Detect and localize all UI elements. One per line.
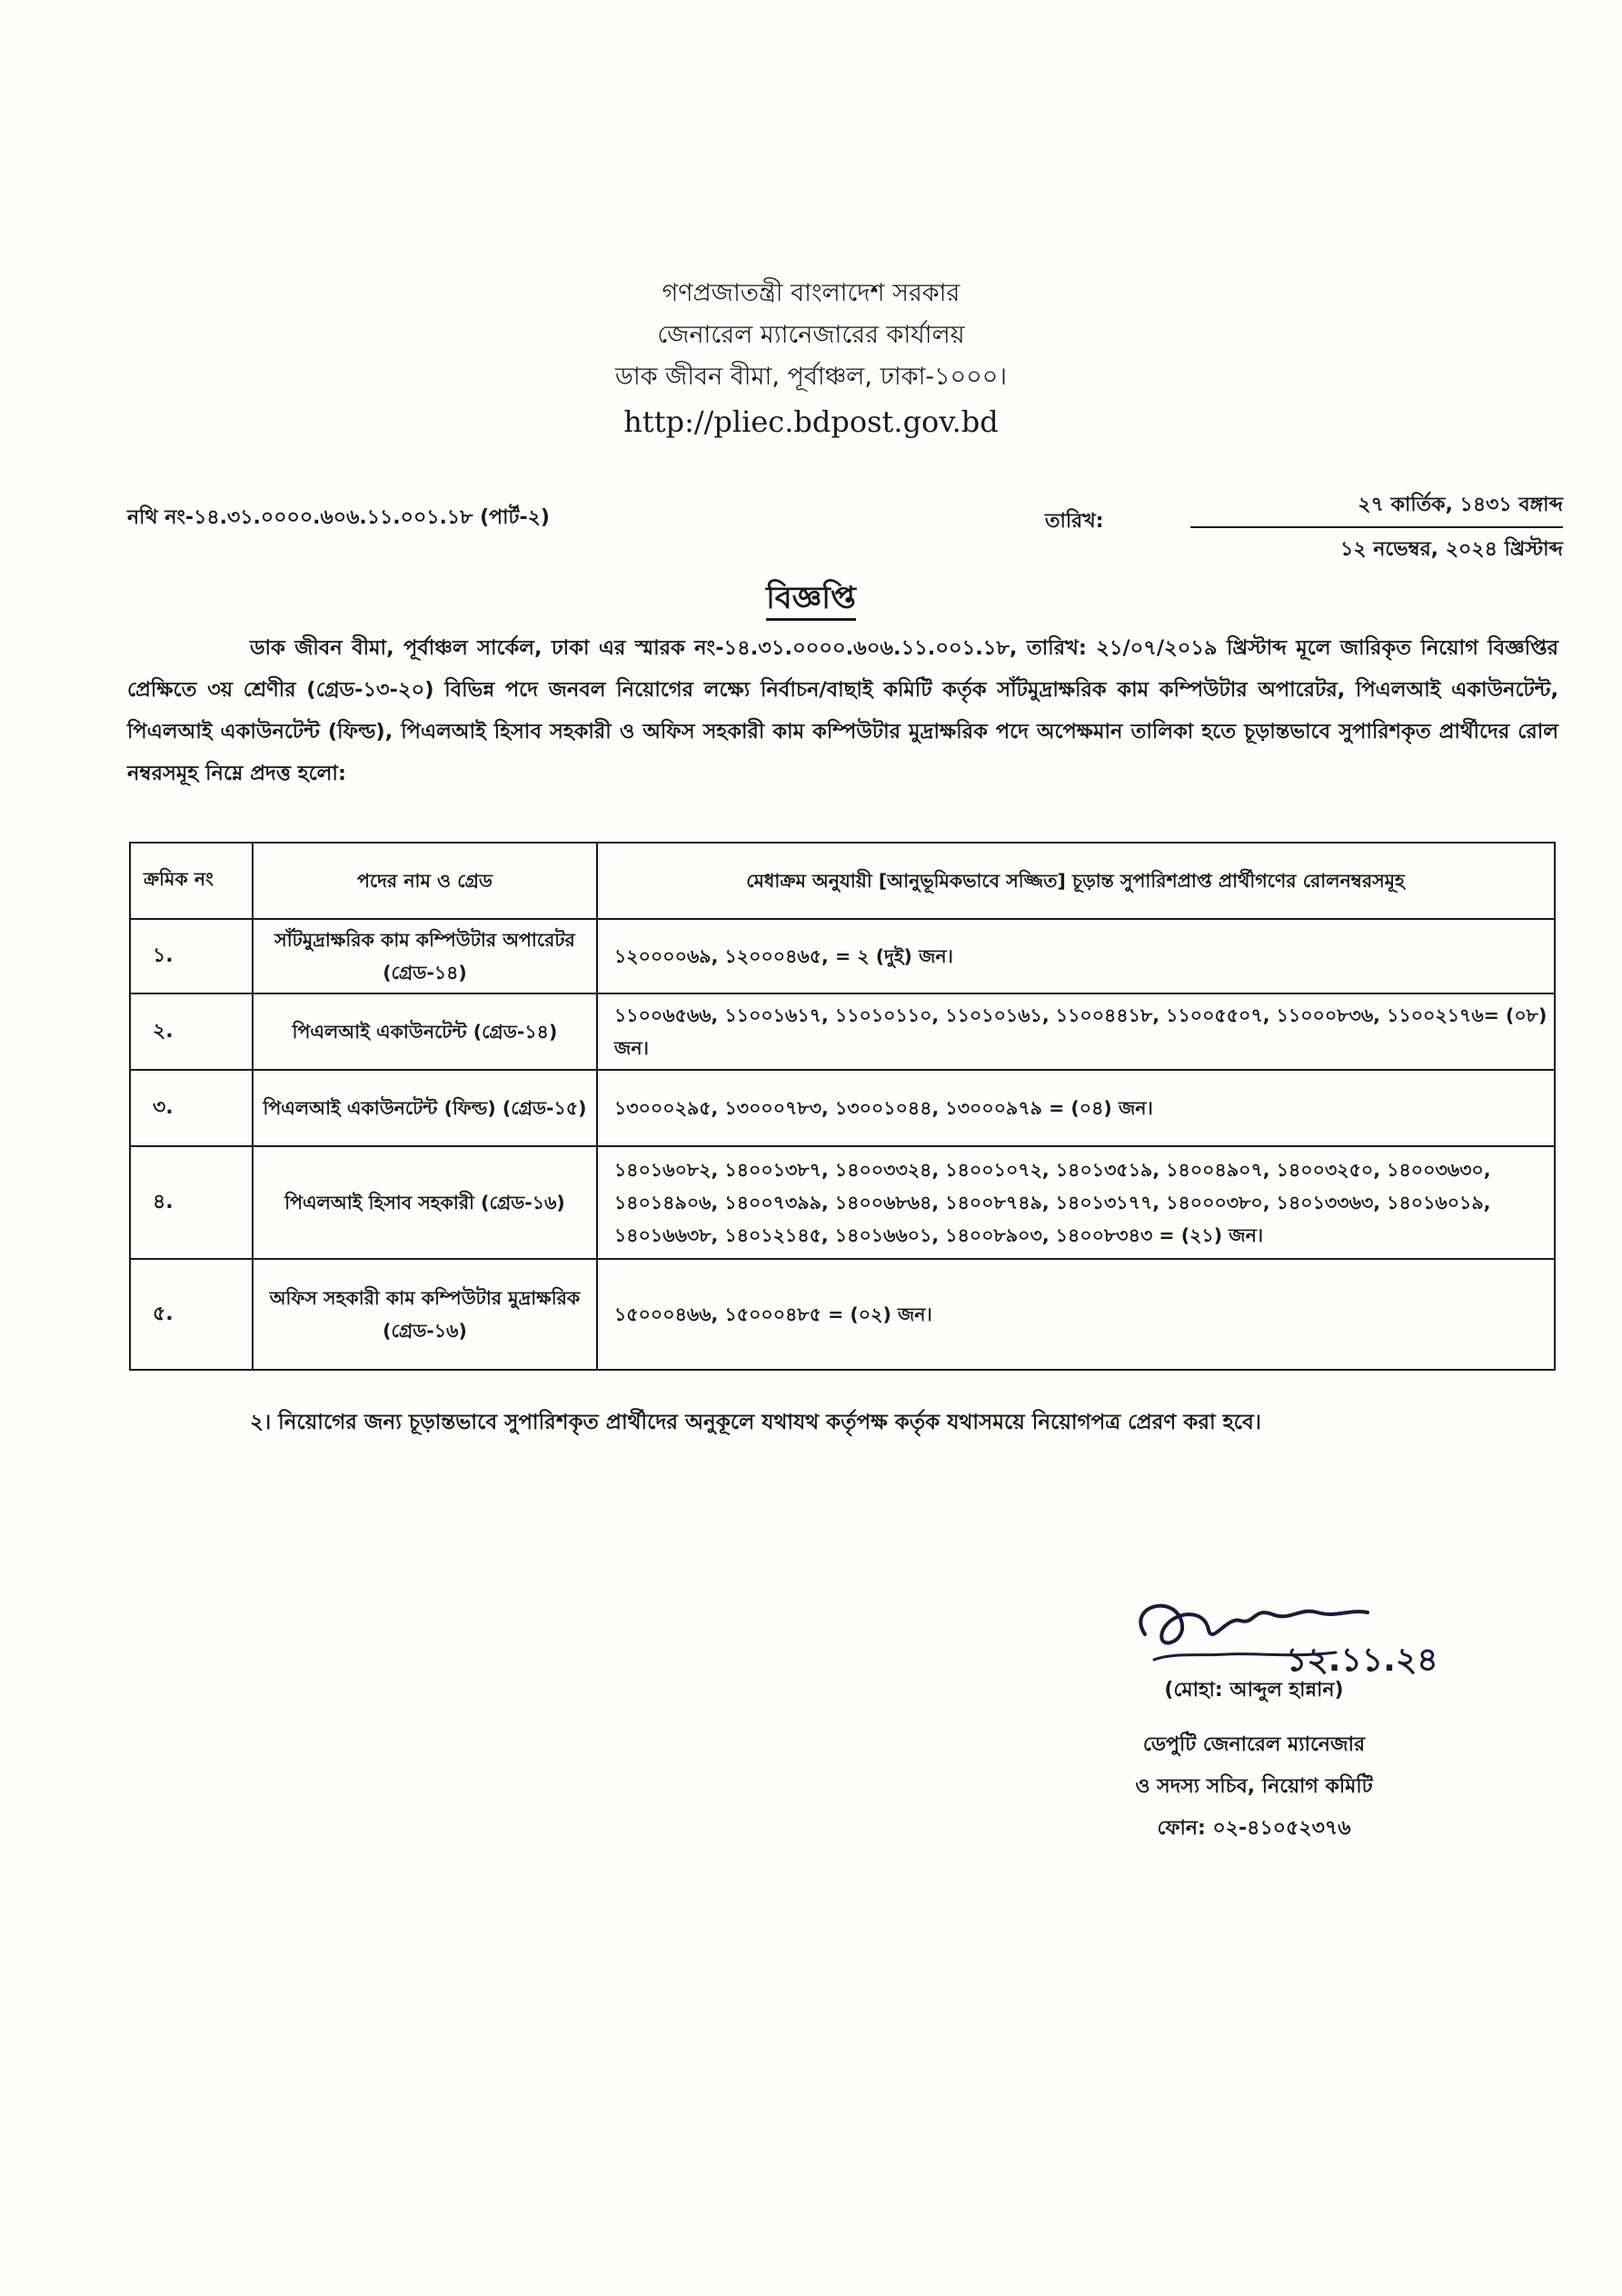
office-address: ডাক জীবন বীমা, পূর্বাঞ্চল, ঢাকা-১০০০।	[615, 363, 1007, 391]
header-post: পদের নাম ও গ্রেড	[253, 843, 597, 919]
header-rolls: মেধাক্রম অনুযায়ী [আনুভূমিকভাবে সজ্জিত] চূড়ান্ত সুপারিশপ্রাপ্ত প্রার্থীগণের রোলনম্বরসমূহ	[597, 843, 1555, 919]
office-name: জেনারেল ম্যানেজারের কার্যালয়	[657, 321, 965, 349]
row-serial: ৩.	[130, 1070, 253, 1146]
signatory-phone: ফোন: ০২-৪১০৫২৩৭৬	[1157, 1817, 1351, 1840]
row-rolls: ১১০০৬৫৬৬, ১১০০১৬১৭, ১১০১০১১০, ১১০১০১৬১, ১১০০৪৪১৮, ১১০০৫৫০৭, ১১০০০৮৩৬, ১১০০২১৭৬= (০৮) জন।	[597, 993, 1555, 1070]
row-serial: ১.	[130, 919, 253, 993]
table-row	[130, 993, 1555, 1070]
date-english: ১২ নভেম্বর, ২০২৪ খ্রিস্টাব্দ	[1340, 538, 1563, 561]
table-row	[130, 919, 1555, 993]
date-bangla: ২৭ কার্তিক, ১৪৩১ বঙ্গাব্দ	[1190, 489, 1563, 528]
row-serial: ৪.	[130, 1146, 253, 1259]
row-post: পিএলআই একাউনটেন্ট (গ্রেড-১৪)	[253, 993, 597, 1070]
row-serial: ৫.	[130, 1259, 253, 1370]
signatory-designation: ডেপুটি জেনারেল ম্যানেজার	[1142, 1733, 1366, 1756]
row-post: অফিস সহকারী কাম কম্পিউটার মুদ্রাক্ষরিক (গ্রেড-১৬)	[253, 1259, 597, 1370]
notice-paragraph: ডাক জীবন বীমা, পূর্বাঞ্চল সার্কেল, ঢাকা এর স্মারক নং-১৪.৩১.০০০০.৬০৬.১১.০০১.১৮, তারিখ: ২১/০৭/২০১৯ খ্রিস্টাব্দ মূলে জারিকৃত নিয়োগ বিজ্ঞপ্তির প্রেক্ষিতে ৩য় শ্রেণীর (গ্রেড-১৩-২০) বিভিন্ন পদে জনবল নিয়োগের লক্ষ্যে নির্বাচন/বাছাই কমিটি কর্তৃক সাঁটমুদ্রাক্ষরিক কাম কম্পিউটার অপারেটর, পিএলআই একাউনটেন্ট, পিএলআই একাউনটেন্ট (ফিল্ড), পিএলআই হিসাব সহকারী ও অফিস সহকারী কাম কম্পিউটার মুদ্রাক্ষরিক পদে অপেক্ষমান তালিকা হতে চূড়ান্তভাবে সুপারিশকৃত প্রার্থীদের রোল নম্বরসমূহ নিম্নে প্রদত্ত হলো:	[127, 636, 1558, 785]
date-block	[1190, 489, 1563, 567]
point-two-text: ২। নিয়োগের জন্য চূড়ান্তভাবে সুপারিশকৃত প্রার্থীদের অনুকূলে যথাযথ কর্তৃপক্ষ কর্তৃক যথাসময়ে নিয়োগপত্র প্রেরণ করা হবে।	[250, 1411, 1262, 1434]
government-name: গণপ্রজাতন্ত্রী বাংলাদেশ সরকার	[662, 279, 960, 307]
row-post: সাঁটমুদ্রাক্ষরিক কাম কম্পিউটার অপারেটর (গ্রেড-১৪)	[253, 919, 597, 993]
website-url: http://pliec.bdpost.gov.bd	[623, 404, 999, 439]
table-row	[130, 1259, 1555, 1370]
row-post: পিএলআই হিসাব সহকারী (গ্রেড-১৬)	[253, 1146, 597, 1259]
row-post: পিএলআই একাউনটেন্ট (ফিল্ড) (গ্রেড-১৫)	[253, 1070, 597, 1146]
office-header	[0, 273, 1622, 445]
notice-title-text: বিজ্ঞপ্তি	[766, 580, 856, 621]
handwritten-signature	[1118, 1580, 1438, 1680]
table-header-row	[130, 843, 1555, 919]
table-row	[130, 1070, 1555, 1146]
header-serial: ক্রমিক নং	[130, 843, 253, 919]
row-rolls: ১৪০১৬০৮২, ১৪০০১৩৮৭, ১৪০০৩৩২৪, ১৪০০১০৭২, ১৪০১৩৫১৯, ১৪০০৪৯০৭, ১৪০০৩২৫০, ১৪০০৩৬৩০, ১৪০১৪৯০৬, ১৪০০৭৩৯৯, ১৪০০৬৮৬৪, ১৪০০৮৭৪৯, ১৪০১৩১৭৭, ১৪০০০৩৮০, ১৪০১৩৩৬৩, ১৪০১৬০১৯, ১৪০১৬৬৩৮, ১৪০১২১৪৫, ১৪০১৬৬০১, ১৪০০৮৯০৩, ১৪০০৮৩৪৩ = (২১) জন।	[597, 1146, 1555, 1259]
row-serial: ২.	[130, 993, 253, 1070]
signatory-role: ও সদস্য সচিব, নিয়োগ কমিটি	[1135, 1775, 1373, 1798]
date-label: তারিখ:	[1045, 510, 1104, 533]
memo-number: নথি নং-১৪.৩১.০০০০.৬০৬.১১.০০১.১৮ (পার্ট-২)	[127, 506, 550, 529]
notice-title	[0, 574, 1622, 626]
roll-number-table	[129, 842, 1556, 1371]
row-rolls: ১২০০০০৬৯, ১২০০০৪৬৫, = ২ (দুই) জন।	[597, 919, 1555, 993]
row-rolls: ১৫০০০৪৬৬, ১৫০০০৪৮৫ = (০২) জন।	[597, 1259, 1555, 1370]
table-row	[130, 1146, 1555, 1259]
signatory-name: (মোহা: আব্দুল হান্নান)	[1164, 1679, 1344, 1702]
row-rolls: ১৩০০০২৯৫, ১৩০০০৭৮৩, ১৩০০১০৪৪, ১৩০০০৯৭৯ = (০৪) জন।	[597, 1070, 1555, 1146]
signature-block	[1063, 1580, 1445, 1850]
signature-date: ১২.১১.২৪	[1286, 1642, 1438, 1679]
